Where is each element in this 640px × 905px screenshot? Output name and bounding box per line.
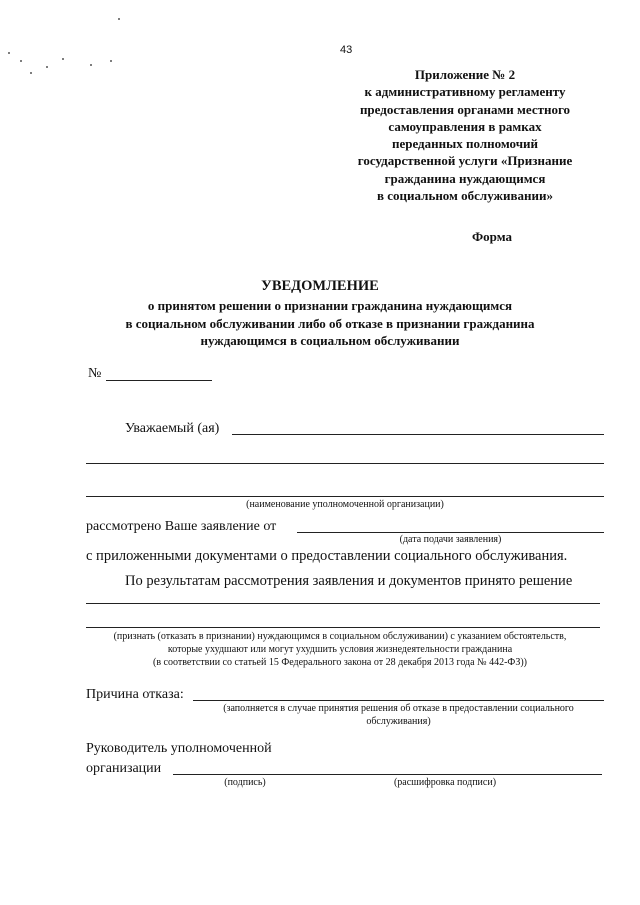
decision-caption-line: (признать (отказать в признании) нуждающимся в социальном обслуживании) с указанием обстоятельств, [113, 631, 567, 642]
considered-text: рассмотрено Ваше заявление от [86, 519, 277, 534]
scan-speck [110, 60, 112, 62]
signature-line[interactable] [173, 774, 602, 775]
scan-speck [8, 52, 10, 54]
appendix-line: самоуправления в рамках [388, 118, 542, 134]
appendix-line: предоставления органами местного [359, 101, 571, 117]
number-field[interactable] [106, 380, 212, 381]
recipient-name-field[interactable] [232, 434, 604, 435]
scan-speck [90, 64, 92, 66]
subtitle-line: в социальном обслуживании либо об отказе в признании гражданина [125, 315, 535, 331]
scan-speck [46, 66, 48, 68]
decision-caption-line: которые ухудшают или могут ухудшить условия жизнедеятельности гражданина [167, 644, 513, 655]
application-date-field[interactable] [297, 532, 604, 533]
organization-caption: (наименование уполномоченной организации) [246, 499, 444, 510]
decision-caption-line: (в соответствии со статьей 15 Федерального закона от 28 декабря 2013 года № 442-ФЗ)) [153, 657, 527, 668]
notice-title: УВЕДОМЛЕНИЕ [261, 278, 379, 294]
appendix-line: к административному регламенту [364, 84, 566, 100]
decision-field-continued[interactable] [86, 627, 600, 628]
appendix-line: в социальном обслуживании» [377, 188, 553, 204]
number-sign: № [88, 366, 102, 381]
refusal-caption-line: обслуживания) [366, 716, 431, 727]
refusal-reason-label: Причина отказа: [86, 687, 184, 702]
scan-speck [62, 58, 64, 60]
scan-speck [118, 18, 120, 20]
page-number: 43 [340, 44, 353, 56]
refusal-reason-caption [193, 702, 604, 728]
signature-decoding-caption: (расшифровка подписи) [393, 777, 497, 788]
application-date-caption: (дата подачи заявления) [399, 534, 502, 545]
appendix-line: гражданина нуждающимся [384, 170, 546, 186]
attached-docs-text: с приложенными документами о предоставлении социального обслуживания. [86, 548, 568, 564]
appendix-line: переданных полномочий [391, 136, 539, 152]
form-label: Форма [472, 229, 512, 244]
appendix-line: Приложение № 2 [414, 67, 516, 82]
scan-speck [30, 72, 32, 74]
decision-field[interactable] [86, 603, 600, 604]
refusal-caption-line: (заполняется в случае принятия решения об отказе в предоставлении социального [223, 703, 574, 714]
head-label-organization: организации [86, 761, 162, 776]
decision-caption [60, 630, 620, 669]
head-label: Руководитель уполномоченной [86, 741, 272, 756]
greeting-label: Уважаемый (ая) [125, 421, 220, 436]
appendix-line: государственной услуги «Признание [357, 153, 573, 169]
subtitle-line: о принятом решении о признании гражданина нуждающимся [147, 298, 513, 313]
decision-text: По результатам рассмотрения заявления и документов принято решение [125, 573, 573, 589]
signature-caption: (подпись) [224, 777, 266, 788]
organization-field[interactable] [86, 496, 604, 497]
scan-speck [20, 60, 22, 62]
recipient-name-field-continued[interactable] [86, 463, 604, 464]
refusal-reason-field[interactable] [193, 700, 604, 701]
notice-subtitle [60, 297, 600, 350]
appendix-header [320, 66, 610, 204]
subtitle-line: нуждающимся в социальном обслуживании [200, 333, 460, 348]
